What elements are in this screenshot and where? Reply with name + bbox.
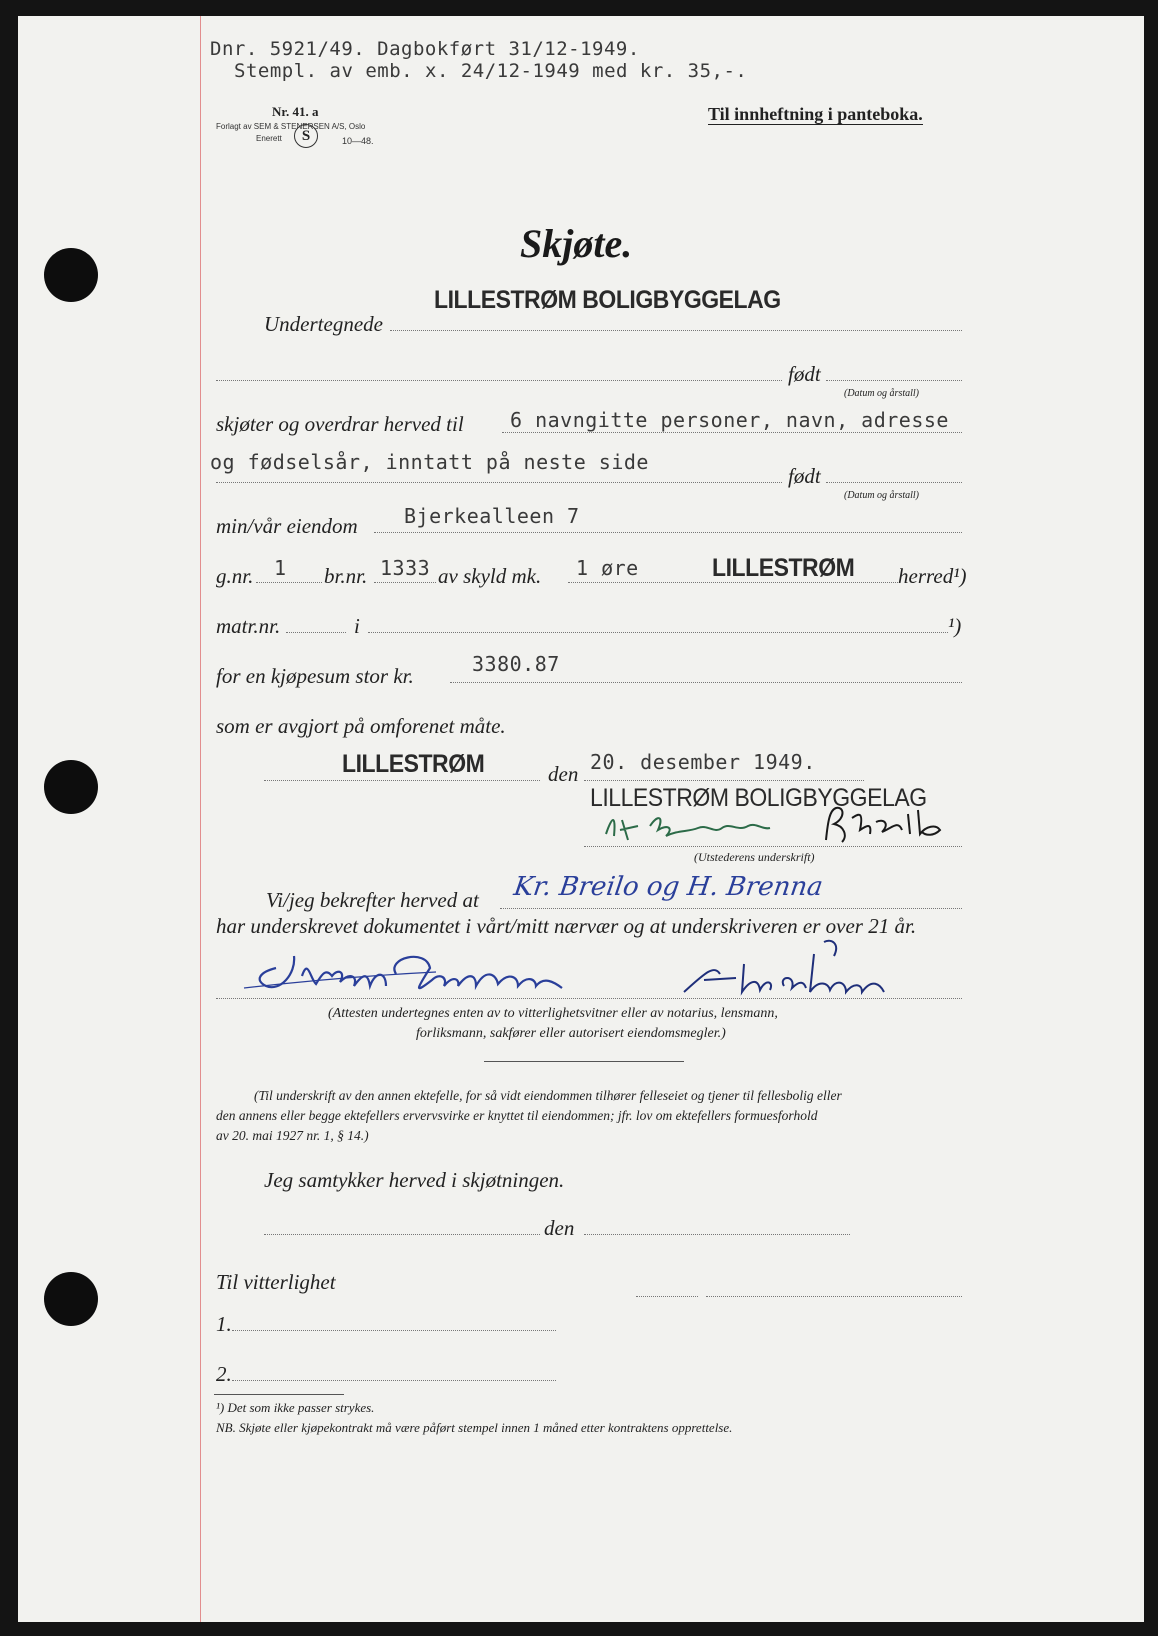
skyld-value: 1 øre [576, 556, 639, 580]
eiendom-label: min/vår eiendom [216, 514, 358, 538]
fill-line [216, 380, 782, 381]
fill-line [636, 1296, 698, 1297]
place-stamp: LILLESTRØM [342, 750, 485, 778]
price-label: for en kjøpesum stor kr. [216, 664, 414, 688]
punch-hole [44, 760, 98, 814]
fill-line [374, 532, 962, 533]
attest-note-2: forliksmann, sakfører eller autorisert eiendomsmegler.) [416, 1026, 726, 1041]
punch-hole [44, 248, 98, 302]
fill-line [216, 998, 962, 999]
matr-footnote-mark: ¹) [948, 614, 962, 638]
footnote-2: NB. Skjøte eller kjøpekontrakt må være påført stempel innen 1 måned etter kontraktens opprettelse. [216, 1420, 733, 1435]
buyers-line1: 6 navngitte personer, navn, adresse [510, 408, 949, 432]
undertegnede-label: Undertegnede [264, 312, 383, 336]
matr-i-label: i [354, 614, 360, 638]
spouse-note-1: (Til underskrift av den annen ektefelle, for så vidt eiendommen tilhører felleseiet og tjener til fellesbolig eller [254, 1088, 842, 1103]
seller-stamp: LILLESTRØM BOLIGBYGGELAG [434, 286, 781, 314]
property-address: Bjerkealleen 7 [404, 504, 580, 528]
datum-hint: (Datum og årstall) [844, 490, 919, 501]
brnr-value: 1333 [380, 556, 431, 580]
date-value: 20. desember 1949. [590, 750, 816, 774]
settled-text: som er avgjort på omforenet måte. [216, 714, 506, 738]
brnr-label: br.nr. [324, 564, 368, 588]
fill-line [374, 582, 436, 583]
footnote-1: ¹) Det som ikke passer strykes. [216, 1400, 375, 1415]
fill-line [216, 482, 782, 483]
fill-line [286, 632, 346, 633]
gnr-label: g.nr. [216, 564, 254, 588]
price-value: 3380.87 [472, 652, 560, 676]
attest-note-1: (Attesten undertegnes enten av to vitterlighetsvitner eller av notarius, lensmann, [328, 1006, 778, 1021]
edition-label: 10—48. [342, 136, 374, 146]
gnr-value: 1 [274, 556, 287, 580]
footnote-divider [214, 1394, 344, 1395]
fill-line [584, 1234, 850, 1235]
spouse-note-2: den annens eller begge ektefellers ervervsvirke er knyttet til eiendommen; jfr. lov om ektefellers formuesforhold [216, 1108, 818, 1123]
signature-brenna [598, 806, 778, 848]
fill-line [706, 1296, 962, 1297]
publisher-line: Forlagt av SEM & STENERSEN A/S, Oslo [216, 122, 366, 131]
spouse-note-3: av 20. mai 1927 nr. 1, § 14.) [216, 1128, 369, 1143]
issuer-stamp: LILLESTRØM BOLIGBYGGELAG [590, 784, 927, 812]
fill-line [232, 1380, 556, 1381]
herred-stamp: LILLESTRØM [712, 554, 855, 582]
fill-line [232, 1330, 556, 1331]
journal-line: Dnr. 5921/49. Dagbokført 31/12-1949. [210, 38, 640, 60]
witness-item-2: 2. [216, 1362, 232, 1386]
consent-text: Jeg samtykker herved i skjøtningen. [264, 1168, 565, 1192]
publisher-logo: S [294, 124, 318, 148]
witness-signers: Kr. Breilo og H. Brenna [511, 872, 825, 902]
page-title: Skjøte. [520, 221, 633, 266]
transfer-label: skjøter og overdrar herved til [216, 412, 464, 436]
form-number: Nr. 41. a [272, 104, 319, 119]
fill-line [264, 1234, 540, 1235]
den-label: den [548, 762, 579, 786]
fill-line [500, 908, 962, 909]
fill-line [584, 846, 962, 847]
den-label: den [544, 1216, 575, 1240]
filing-note: Til innheftning i panteboka. [708, 104, 923, 124]
fill-line [256, 582, 322, 583]
herred-label: herred¹) [898, 564, 967, 588]
margin-line [200, 16, 201, 1622]
stamp-line: Stempl. av emb. x. 24/12-1949 med kr. 35,-. [234, 60, 748, 82]
skyld-label: av skyld mk. [438, 564, 542, 588]
datum-hint: (Datum og årstall) [844, 388, 919, 399]
matr-label: matr.nr. [216, 614, 281, 638]
vitterlighet-label: Til vitterlighet [216, 1270, 336, 1294]
fill-line [390, 330, 962, 331]
fill-line [368, 632, 948, 633]
fill-line [502, 432, 962, 433]
signature-witness-2 [674, 934, 914, 1006]
enerett-label: Enerett [256, 134, 282, 143]
fill-line [450, 682, 962, 683]
document-page [18, 16, 1144, 1622]
fill-line [826, 482, 962, 483]
signature-witness-1 [236, 928, 576, 1006]
fodt-label: født [788, 464, 821, 488]
issuer-caption: (Utstederens underskrift) [694, 850, 815, 864]
fill-line [826, 380, 962, 381]
signature-breilo [814, 800, 954, 850]
witness-statement: har underskrevet dokumentet i vårt/mitt nærvær og at underskriveren er over 21 år. [216, 914, 917, 938]
fodt-label: født [788, 362, 821, 386]
witness-item-1: 1. [216, 1312, 232, 1336]
punch-hole [44, 1272, 98, 1326]
confirm-label: Vi/jeg bekrefter herved at [266, 888, 479, 912]
buyers-line2: og fødselsår, inntatt på neste side [210, 450, 649, 474]
fill-line [264, 780, 540, 781]
fill-line [584, 780, 864, 781]
divider [484, 1061, 684, 1062]
